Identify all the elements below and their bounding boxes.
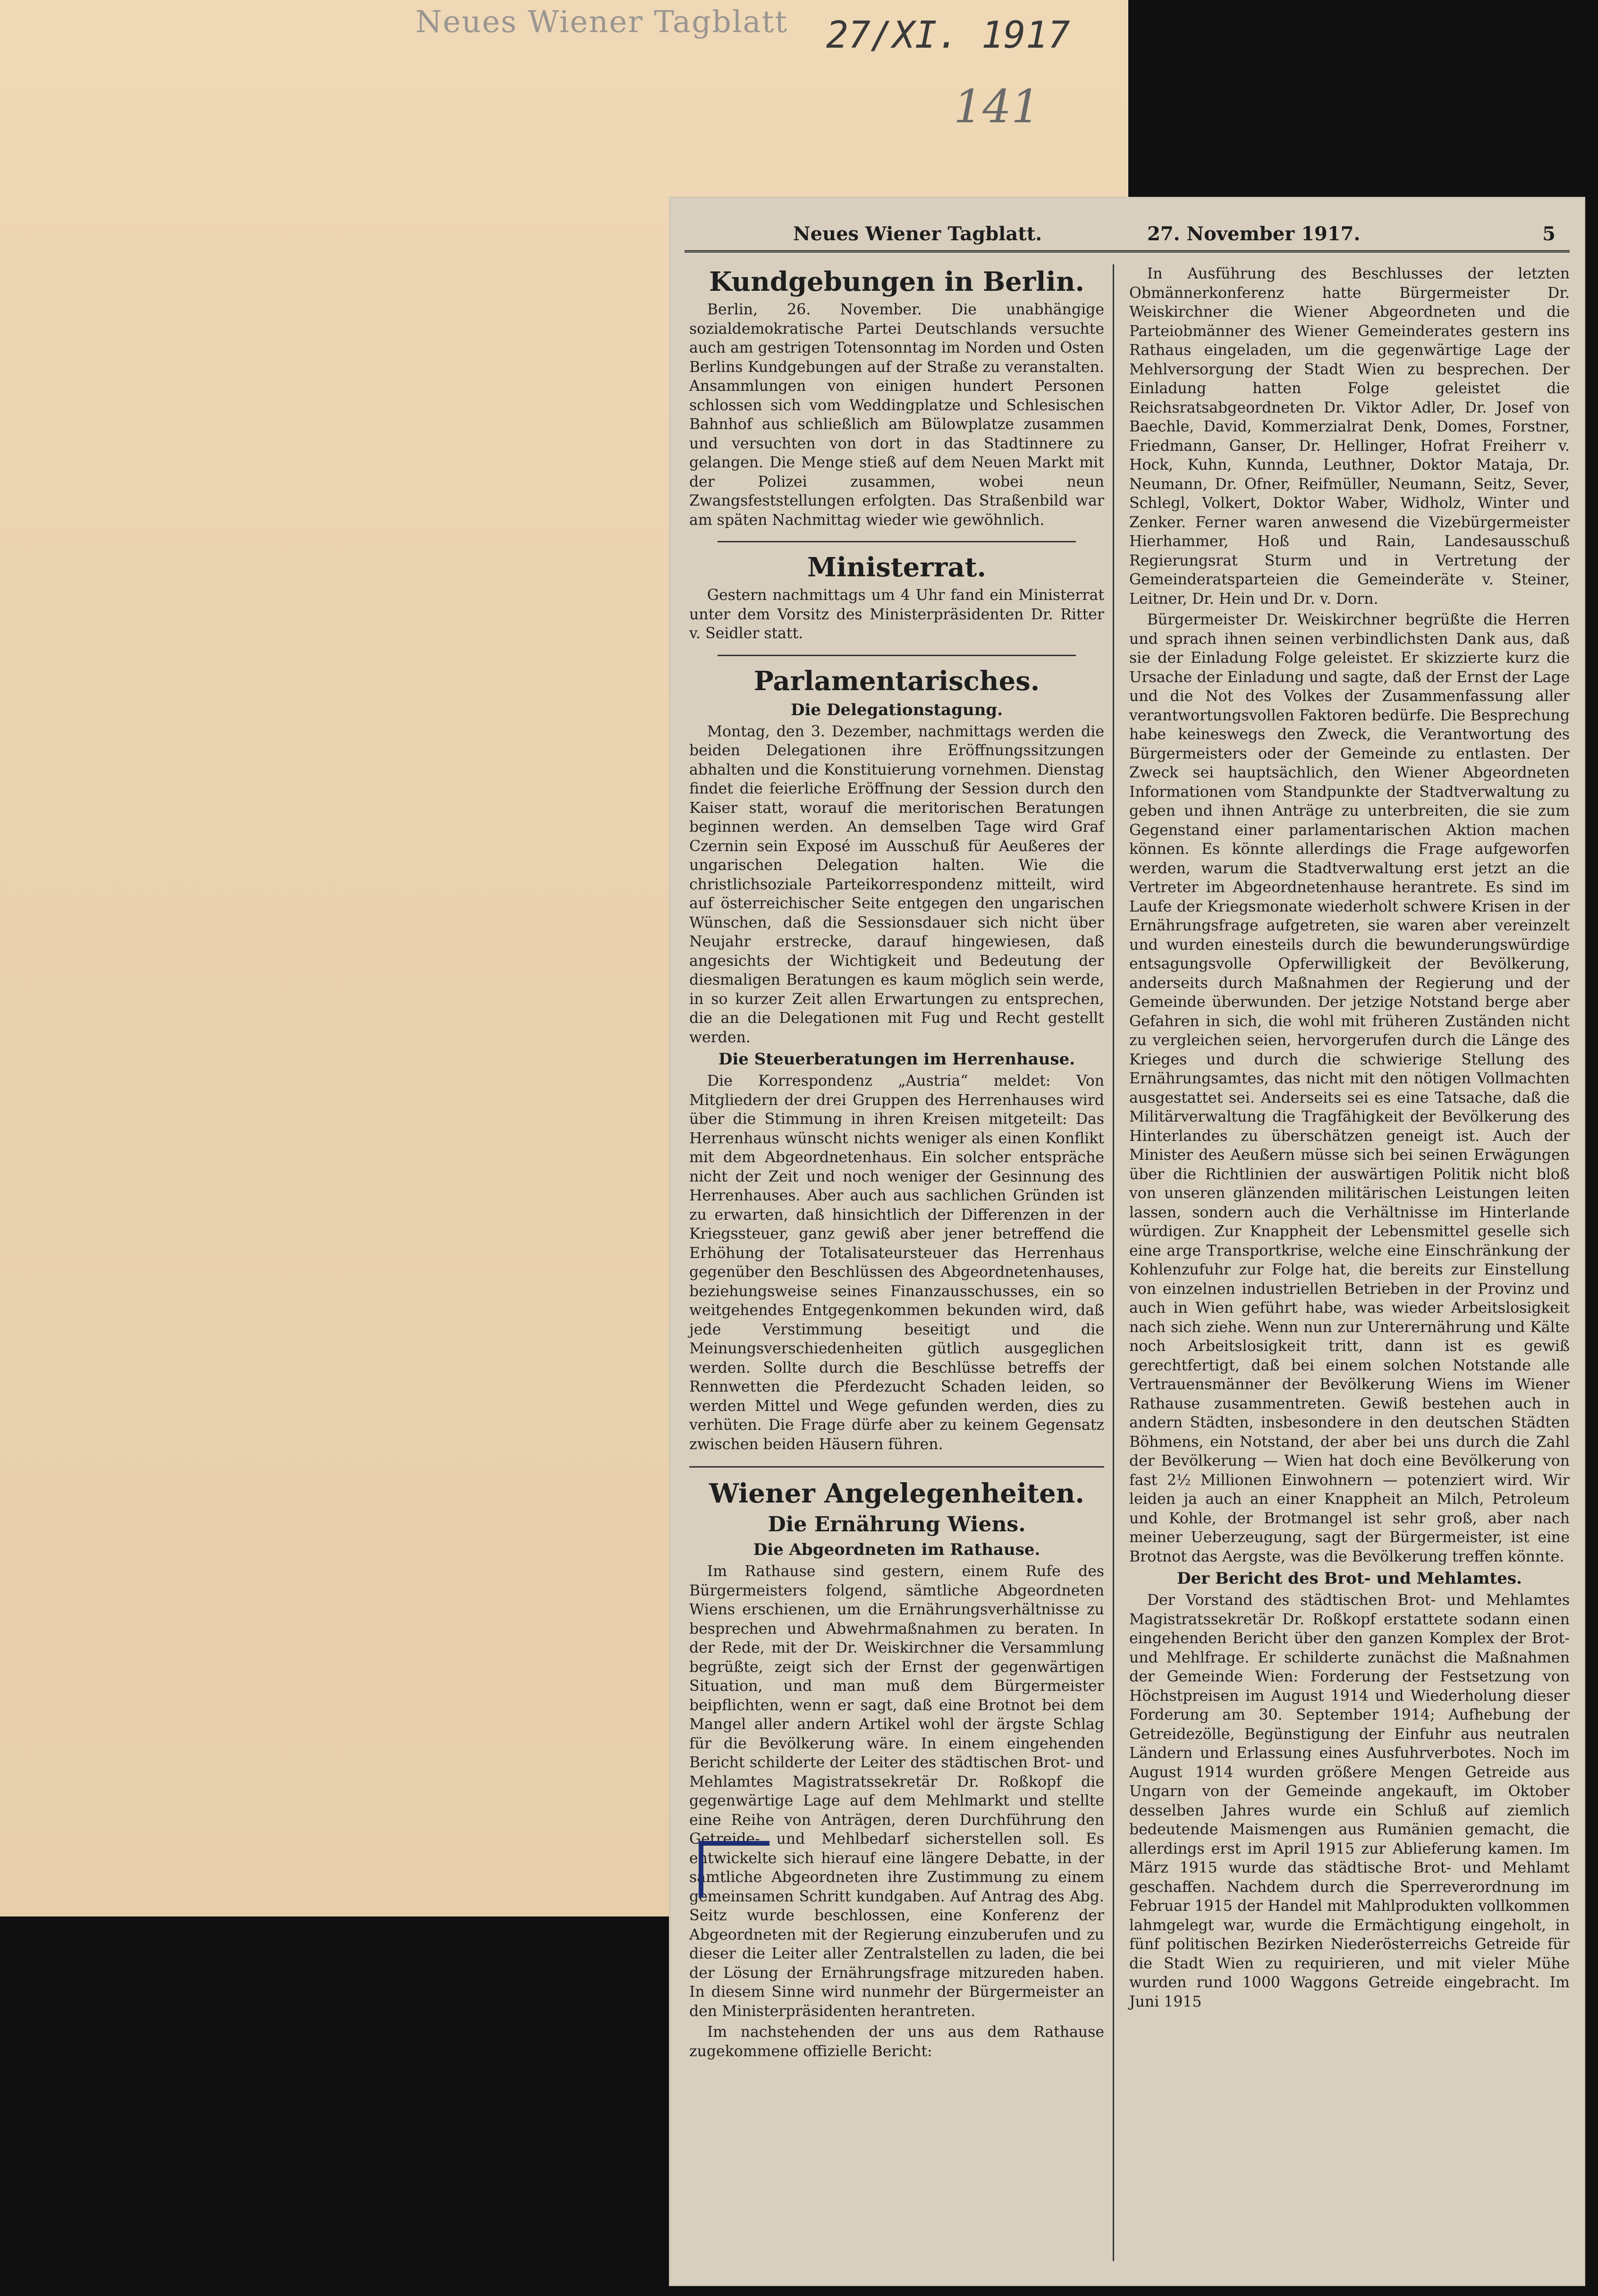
heading-berlin: Kundgebungen in Berlin. bbox=[709, 266, 1085, 297]
subheading-steuer: Die Steuerberatungen im Herrenhause. bbox=[718, 1050, 1075, 1069]
divider bbox=[718, 655, 1076, 656]
article-steuer: Die Korrespondenz „Austria“ meldet: Von Mitgliedern der drei Gruppen des Herrenhauses wird über die Stimmung in ihren Kreisen mitgeteilt: Das Herrenhaus wünscht nichts weniger als einen Konflikt mit dem Abgeordnetenhaus. Ein solcher entspräche nicht der Zeit und noch weniger der Gesinnung des Herrenhauses. Aber auch aus sachlichen Gründen ist zu erwarten, daß hinsichtlich der Differenzen in der Kriegssteuer, ganz gewiß aber jener betreffend die Erhöhung der Totalisateursteuer das Herrenhaus gegenüber den Beschlüssen des Abgeordnetenhauses, beziehungsweise seines Finanzausschusses, ein so weitgehendes Entgegenkommen bekunden wird, daß jede Verstimmung beseitigt und die Meinungsverschiedenheiten gütlich ausgeglichen werden. Sollte durch die Beschlüsse betreffs der Rennwetten die Pferdezucht Schaden leiden, so werden Mittel und Wege gefunden werden, dies zu verhüten. Die Frage dürfe aber zu keinem Gegensatz zwischen beiden Häusern führen. bbox=[689, 1072, 1104, 1453]
heading-ministerrat: Ministerrat. bbox=[807, 552, 986, 583]
left-column bbox=[689, 264, 1114, 2261]
masthead-page: 5 bbox=[1542, 223, 1556, 245]
right-column bbox=[1124, 264, 1570, 2261]
article-wien-end: Im nachstehenden der uns aus dem Rathause zugekommene offizielle Bericht: bbox=[689, 2024, 1104, 2060]
source-stamp: Neues Wiener Tagblatt bbox=[415, 5, 788, 40]
subheading-rathaus: Die Abgeordneten im Rathause. bbox=[753, 1540, 1040, 1559]
article-right-3: Der Vorstand des städtischen Brot- und Mehlamtes Magistratssekretär Dr. Roßkopf erstattete sodann einen eingehenden Bericht über den ganzen Komplex der Brot- und Mehlfrage. Er schilderte zunächst die Maßnahmen der Gemeinde Wien: Forderung der Festsetzung von Höchstpreisen im August 1914 und Wiederholung dieser Forderung am 30. September 1914; Aufhebung der Getreidezölle, Begünstigung der Einfuhr aus neutralen Ländern und Erlassung eines Ausfuhrverbotes. Noch im August 1914 wurden größere Mengen Getreide aus Ungarn von der Gemeinde angekauft, im Oktober desselben Jahres wurde ein Schluß auf ziemlich bedeutende Maismengen aus Rumänien gemacht, die allerdings erst im April 1915 zur Ablieferung kamen. Im März 1915 wurde das städtische Brot- und Mehlamt geschaffen. Nachdem durch die Sperreverordnung im Februar 1915 der Handel mit Mahlprodukten vollkommen lahmgelegt war, wurde die Ermächtigung eingeholt, in fünf politischen Bezirken Niederösterreichs Getreide für die Stadt Wien zu requirieren, und mit vieler Mühe wurden rund 1000 Waggons Getreide eingebracht. Im Juni 1915 bbox=[1129, 1592, 1570, 2010]
article-ministerrat: Gestern nachmittags um 4 Uhr fand ein Ministerrat unter dem Vorsitz des Ministerpräsidenten Dr. Ritter v. Seidler statt. bbox=[689, 587, 1104, 642]
heading-wien: Wiener Angelegenheiten. bbox=[709, 1478, 1084, 1509]
article-wien: Im Rathause sind gestern, einem Rufe des Bürgermeisters folgend, sämtliche Abgeordneten Wiens erschienen, um die Ernährungsverhältnisse zu besprechen und Abwehrmaßnahmen zu beraten. In der Rede, mit der Dr. Weiskirchner die Versammlung begrüßte, zeigt sich der Ernst der gegenwärtigen Situation, und man muß dem Bürgermeister beipflichten, wenn er sagt, daß eine Brotnot bei dem Mangel aller andern Artikel wohl der ärgste Schlag für die Bevölkerung wäre. In einem eingehenden Bericht schilderte der Leiter des städtischen Brot- und Mehlamtes Magistratssekretär Dr. Roßkopf die gegenwärtige Lage auf dem Mehlmarkt und stellte eine Reihe von Anträgen, deren Durchführung den Getreide- und Mehlbedarf sicherstellen soll. Es entwickelte sich hierauf eine längere Debatte, in der sämtliche Abgeordneten ihre Zustimmung zu einem gemeinsamen Schritt kundgaben. Auf Antrag des Abg. Seitz wurde beschlossen, eine Konferenz der Abgeordneten mit der Regierung einzuberufen und zu dieser die Leiter aller Zentralstellen zu laden, die bei der Lösung der Ernährungsfrage mitzureden haben. In diesem Sinne wird nunmehr der Bürgermeister an den Ministerpräsidenten herantreten. bbox=[689, 1563, 1104, 2020]
handwritten-number: 141 bbox=[954, 80, 1040, 133]
subheading-ernaehrung: Die Ernährung Wiens. bbox=[768, 1512, 1026, 1536]
article-right-2: Bürgermeister Dr. Weiskirchner begrüßte die Herren und sprach ihnen seinen verbindlichsten Dank aus, daß sie der Einladung Folge geleistet. Er skizzierte kurz die Ursache der Einladung und sagte, daß der Ernst der Lage und die Not des Volkes der Zusammenfassung aller verantwortungsvollen Faktoren bedürfe. Die Besprechung habe keineswegs den Zweck, die Verantwortung des Bürgermeisters oder der Gemeinde zu entlasten. Der Zweck sei hauptsächlich, den Wiener Abgeordneten Informationen vom Standpunkte der Stadtverwaltung zu geben und ihnen Anträge zu unterbreiten, die sie zum Gegenstand einer parlamentarischen Aktion machen können. Es könnte allerdings die Frage aufgeworfen werden, warum die Stadtverwaltung erst jetzt an die Vertreter im Abgeordnetenhause herantrete. Es sind im Laufe der Kriegsmonate wiederholt schwere Krisen in der Ernährungsfrage aufgetreten, sie waren aber vereinzelt und wurden einesteils durch die bewunderungswürdige entsagungsvolle Opferwilligkeit der Bevölkerung, anderseits durch Maßnahmen der Regierung und der Gemeinde überwunden. Der jetzige Notstand berge aber Gefahren in sich, die wohl mit früheren Zuständen nicht zu vergleichen seien, hervorgerufen durch die Länge des Krieges und durch die schwierige Stellung des Ernährungsamtes, das nicht mit den nötigen Vollmachten ausgestattet sei. Anderseits sei es eine Tatsache, daß die Militärverwaltung die Tragfähigkeit der Bevölkerung des Hinterlandes zu überschätzen geneigt ist. Auch der Minister des Aeußern müsse sich bei seinen Erwägungen über die Richtlinien der auswärtigen Politik nicht bloß von unseren glänzenden militärischen Leistungen leiten lassen, sondern auch die Verhältnisse im Hinterlande würdigen. Zur Knappheit der Lebensmittel geselle sich eine arge Transportkrise, welche eine Einschränkung der Kohlenzufuhr zur Folge hat, die bereits zur Einstellung von einzelnen industriellen Betrieben in der Provinz und auch in Wien geführt habe, was wieder Arbeitslosigkeit nach sich ziehe. Wenn nun zur Unterernährung und Kälte noch Arbeitslosigkeit tritt, dann ist es gewiß gerechtfertigt, daß bei einem solchen Notstande alle Vertrauensmänner der Bevölkerung Wiens im Wiener Rathause zusammentreten. Gewiß bestehen auch in andern Städten, insbesondere in den deutschen Städten Böhmens, ein Notstand, der aber bei uns durch die Zahl der Bevölkerung — Wien hat doch eine Bevölkerung von fast 2½ Millionen Einwohnern — potenziert wird. Wir leiden ja auch an einer Knappheit an Milch, Petroleum und Kohle, der Brotmangel ist sehr groß, aber nach meiner Ueberzeugung, sagt der Bürgermeister, ist eine Brotnot das Aergste, was die Bevölkerung treffen könnte. bbox=[1129, 611, 1570, 1565]
masthead-date: 27. November 1917. bbox=[1147, 223, 1361, 245]
masthead bbox=[685, 217, 1570, 253]
article-delegation: Montag, den 3. Dezember, nachmittags werden die beiden Delegationen ihre Eröffnungssitzungen abhalten und die Konstituierung vornehmen. Dienstag findet die feierliche Eröffnung der Session durch den Kaiser statt, worauf die meritorischen Beratungen beginnen werden. An demselben Tage wird Graf Czernin sein Exposé im Ausschuß für Aeußeres der ungarischen Delegation halten. Wie die christlichsoziale Parteikorrespondenz mitteilt, wird auf österreichischer Seite entgegen den ungarischen Wünschen, daß die Sessionsdauer sich nicht über Neujahr erstrecke, darauf hingewiesen, daß angesichts der Wichtigkeit und Bedeutung der diesmaligen Beratungen es kaum möglich sein werde, in so kurzer Zeit allen Erwartungen zu entsprechen, die an die Delegationen mit Fug und Recht gestellt werden. bbox=[689, 723, 1104, 1046]
article-berlin: Berlin, 26. November. Die unabhängige sozialdemokratische Partei Deutschlands versuchte auch am gestrigen Totensonntag im Norden und Osten Berlins Kundgebungen auf der Straße zu veranstalten. Ansammlungen von einigen hundert Personen schlossen sich vom Weddingplatze und Schlesischen Bahnhof aus schließlich am Bülowplatze zusammen und versuchten von dort in das Stadtinnere zu gelangen. Die Menge stieß auf dem Neuen Markt mit der Polizei zusammen, wobei neun Zwangsfeststellungen erfolgten. Das Straßenbild war am späten Nachmittag wieder wie gewöhnlich. bbox=[689, 301, 1104, 529]
article-right-1: In Ausführung des Beschlusses der letzten Obmännerkonferenz hatte Bürgermeister Dr. Weiskirchner die Wiener Abgeordneten und die Parteiobmänner des Wiener Gemeinderates gestern ins Rathaus eingeladen, um die gegenwärtige Lage der Mehlversorgung der Stadt Wien zu besprechen. Der Einladung hatten Folge geleistet die Reichsratsabgeordneten Dr. Viktor Adler, Dr. Josef von Baechle, David, Kommerzialrat Denk, Domes, Forstner, Friedmann, Ganser, Dr. Hellinger, Hofrat Freiherr v. Hock, Kuhn, Kunnda, Leuthner, Doktor Mataja, Dr. Neumann, Dr. Ofner, Reifmüller, Neumann, Seitz, Sever, Schlegl, Volkert, Doktor Waber, Widholz, Winter und Zenker. Ferner waren anwesend die Vizebürgermeister Hierhammer, Hoß und Rain, Landesausschuß Regierungsrat Sturm und in Vertretung der Gemeinderatsparteien die Gemeinderäte v. Steiner, Leitner, Dr. Hein und Dr. v. Dorn. bbox=[1129, 265, 1570, 608]
divider bbox=[718, 541, 1076, 542]
handwritten-date: 27/XI. 1917 bbox=[826, 14, 1070, 57]
divider bbox=[689, 1466, 1104, 1468]
pen-mark bbox=[699, 1841, 769, 1898]
subheading-brotamt: Der Bericht des Brot- und Mehlamtes. bbox=[1177, 1569, 1522, 1588]
masthead-paper: Neues Wiener Tagblatt. bbox=[793, 223, 1042, 245]
newspaper-clipping bbox=[670, 198, 1584, 2285]
subheading-delegation: Die Delegationstagung. bbox=[790, 700, 1003, 719]
heading-parlament: Parlamentarisches. bbox=[753, 665, 1040, 697]
